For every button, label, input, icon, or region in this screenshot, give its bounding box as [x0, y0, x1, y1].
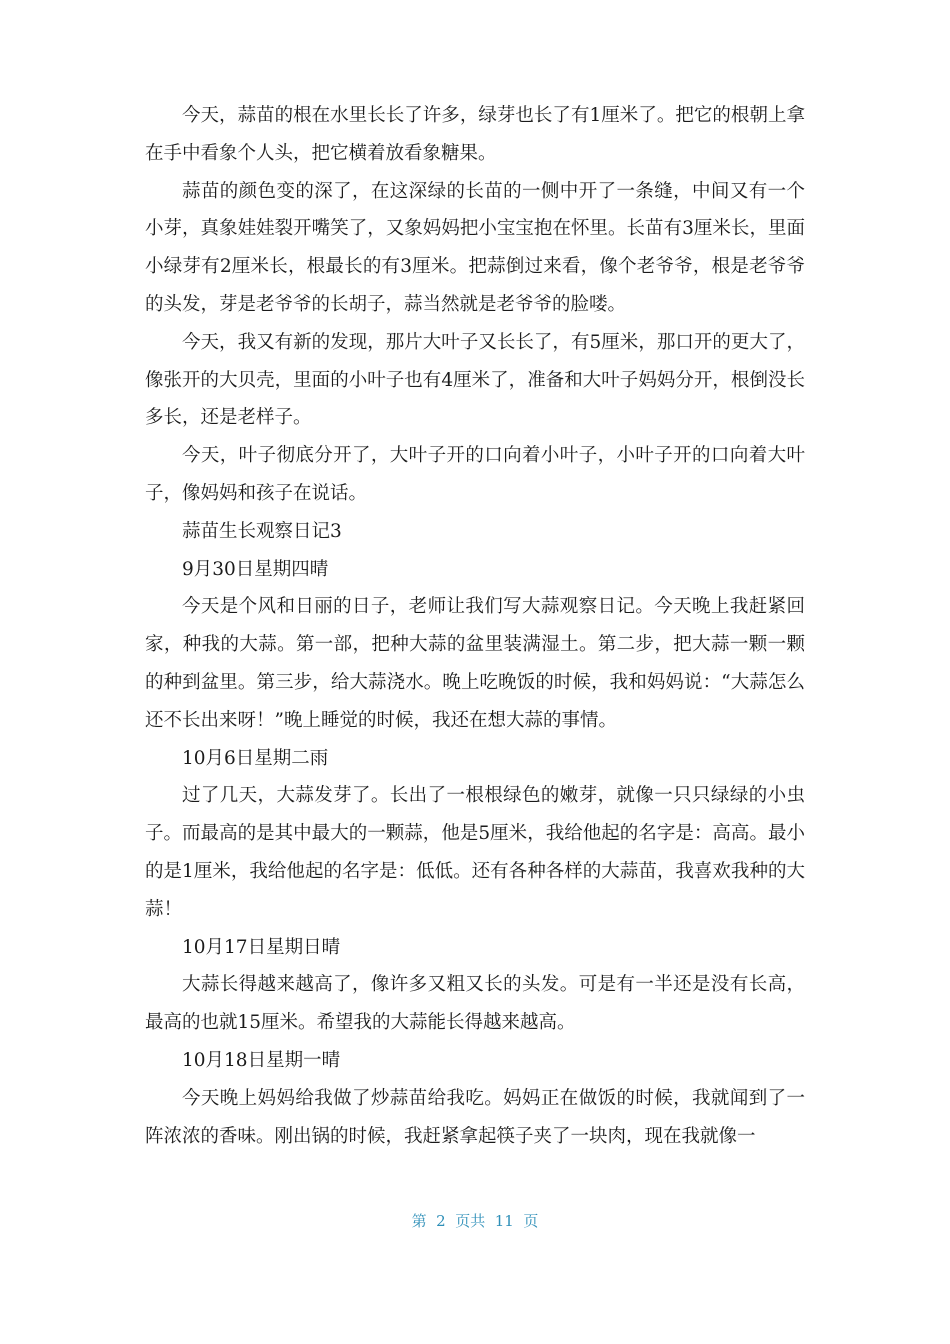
- diary-date: 10月17日星期日晴: [182, 936, 341, 958]
- paragraph: 今天，我又有新的发现，那片大叶子又长长了，有5厘米，那口开的更大了，像张开的大贝壳，里面的小叶子也有4厘米了，准备和大叶子妈妈分开，根倒没长多长，还是老样子。: [145, 331, 805, 429]
- paragraph: 今天晚上妈妈给我做了炒蒜苗给我吃。妈妈正在做饭的时候，我就闻到了一阵浓浓的香味。刚出锅的时候，我赶紧拿起筷子夹了一块肉，现在我就像一: [145, 1087, 805, 1147]
- paragraph: 今天，叶子彻底分开了，大叶子开的口向着小叶子，小叶子开的口向着大叶子，像妈妈和孩子在说话。: [145, 445, 805, 504]
- diary-date: 9月30日星期四晴: [182, 558, 329, 580]
- diary-date: 10月18日星期一晴: [182, 1049, 341, 1071]
- diary-date: 10月6日星期二雨: [182, 747, 329, 769]
- paragraph: 今天，蒜苗的根在水里长长了许多，绿芽也长了有1厘米了。把它的根朝上拿在手中看象个人头，把它横着放看象糖果。: [145, 105, 805, 164]
- paragraph: 蒜苗的颜色变的深了，在这深绿的长苗的一侧中开了一条缝，中间又有一个小芽，真象娃娃裂开嘴笑了，又象妈妈把小宝宝抱在怀里。长苗有3厘米长，里面小绿芽有2厘米长，根最长的有3厘米。把蒜倒过来看，像个老爷爷，根是老爷爷的头发，芽是老爷爷的长胡子，蒜当然就是老爷爷的脸喽。: [145, 180, 805, 315]
- section-heading: 蒜苗生长观察日记3: [182, 520, 342, 542]
- paragraph: 大蒜长得越来越高了，像许多又粗又长的头发。可是有一半还是没有长高，最高的也就15厘米。希望我的大蒜能长得越来越高。: [145, 974, 805, 1034]
- page-number-footer: 第 2 页共 11 页: [411, 1212, 539, 1230]
- document-body: [145, 97, 805, 1155]
- paragraph: 过了几天，大蒜发芽了。长出了一根根绿色的嫩芽，就像一只只绿绿的小虫子。而最高的是其中最大的一颗蒜，他是5厘米，我给他起的名字是：高高。最小的是1厘米，我给他起的名字是：低低。还有各种各样的大蒜苗，我喜欢我种的大蒜！: [145, 785, 805, 920]
- paragraph: 今天是个风和日丽的日子，老师让我们写大蒜观察日记。今天晚上我赶紧回家，种我的大蒜。第一部，把种大蒜的盆里装满湿土。第二步，把大蒜一颗一颗的种到盆里。第三步，给大蒜浇水。晚上吃晚饭的时候，我和妈妈说：“大蒜怎么还不长出来呀！”晚上睡觉的时候，我还在想大蒜的事情。: [145, 596, 805, 731]
